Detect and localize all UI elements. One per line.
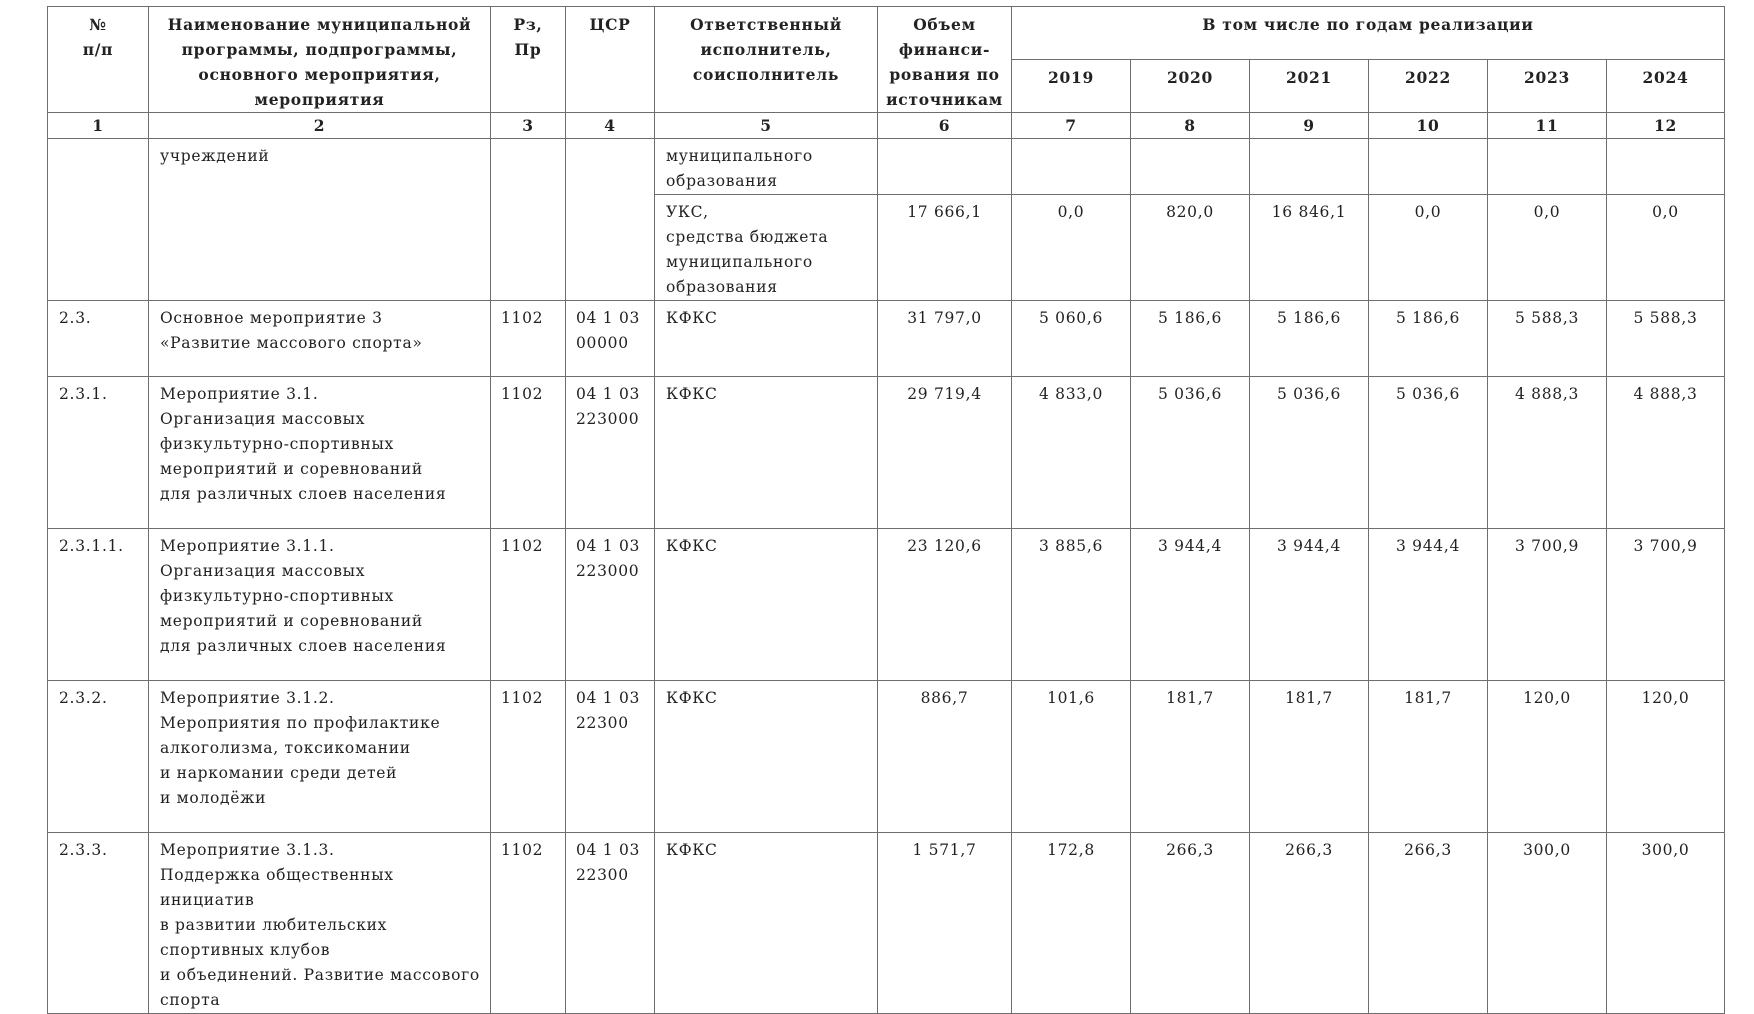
row-name: Мероприятие 3.1.2. Мероприятия по профилактике алкоголизма, токсикомании и наркомании среди детей и молодёжи [149,681,491,833]
column-number: 6 [878,113,1012,139]
row-executor: КФКС [655,301,878,377]
column-number: 5 [655,113,878,139]
column-number: 10 [1369,113,1488,139]
row-year-value [1488,139,1607,195]
row-csr: 04 1 03 223000 [566,529,655,681]
row-executor: КФКС [655,529,878,681]
row-rzpr: 1102 [491,833,566,1014]
row-year-value: 5 186,6 [1369,301,1488,377]
row-year-value: 181,7 [1131,681,1250,833]
row-name: Мероприятие 3.1. Организация массовых физкультурно-спортивных мероприятий и соревнований для различных слоев населения [149,377,491,529]
header-year: 2019 [1012,60,1131,113]
budget-table [47,6,1725,1014]
row-executor: муниципального образования [655,139,878,195]
column-number: 7 [1012,113,1131,139]
row-year-value [1250,139,1369,195]
column-number: 3 [491,113,566,139]
header-executor: Ответственный исполнитель, соисполнитель [655,7,878,113]
row-year-value: 3 700,9 [1488,529,1607,681]
row-number: 2.3.2. [48,681,149,833]
row-number: 2.3. [48,301,149,377]
row-year-value [1607,139,1725,195]
row-year-value: 172,8 [1012,833,1131,1014]
header-year: 2024 [1607,60,1725,113]
table-row [48,833,1725,1014]
row-executor: КФКС [655,377,878,529]
row-year-value [1012,139,1131,195]
row-year-value: 5 060,6 [1012,301,1131,377]
table-row [48,681,1725,833]
column-number: 11 [1488,113,1607,139]
row-year-value: 5 036,6 [1369,377,1488,529]
row-volume: 29 719,4 [878,377,1012,529]
row-year-value: 3 944,4 [1131,529,1250,681]
column-number: 8 [1131,113,1250,139]
row-number: 2.3.1. [48,377,149,529]
header-volume: Объем финанси- рования по источникам [878,7,1012,113]
row-year-value: 5 186,6 [1250,301,1369,377]
row-year-value: 3 944,4 [1369,529,1488,681]
row-year-value: 120,0 [1488,681,1607,833]
row-year-value [1131,139,1250,195]
row-year-value: 101,6 [1012,681,1131,833]
column-number: 12 [1607,113,1725,139]
header-rzpr: Рз, Пр [491,7,566,113]
row-year-value: 300,0 [1607,833,1725,1014]
header-num: № п/п [48,7,149,113]
header-year: 2021 [1250,60,1369,113]
row-csr: 04 1 03 223000 [566,377,655,529]
row-number [48,139,149,301]
row-year-value: 820,0 [1131,195,1250,301]
row-csr [566,139,655,301]
row-rzpr: 1102 [491,681,566,833]
row-name: Мероприятие 3.1.1. Организация массовых физкультурно-спортивных мероприятий и соревнований для различных слоев населения [149,529,491,681]
header-years-group: В том числе по годам реализации [1012,7,1725,60]
row-year-value: 300,0 [1488,833,1607,1014]
header-year: 2023 [1488,60,1607,113]
header-name: Наименование муниципальной программы, подпрограммы, основного мероприятия, мероприятия [149,7,491,113]
row-year-value: 0,0 [1607,195,1725,301]
column-number: 9 [1250,113,1369,139]
row-year-value: 266,3 [1131,833,1250,1014]
row-year-value: 3 885,6 [1012,529,1131,681]
row-volume [878,139,1012,195]
row-volume: 23 120,6 [878,529,1012,681]
row-rzpr: 1102 [491,377,566,529]
column-number: 1 [48,113,149,139]
header-year: 2020 [1131,60,1250,113]
row-year-value: 4 888,3 [1488,377,1607,529]
table-row [48,139,1725,195]
header-year: 2022 [1369,60,1488,113]
row-number: 2.3.1.1. [48,529,149,681]
row-year-value: 181,7 [1369,681,1488,833]
row-year-value: 181,7 [1250,681,1369,833]
row-name: учреждений [149,139,491,301]
column-number: 2 [149,113,491,139]
row-rzpr: 1102 [491,529,566,681]
row-year-value: 266,3 [1250,833,1369,1014]
header-csr: ЦСР [566,7,655,113]
row-volume: 31 797,0 [878,301,1012,377]
row-year-value: 0,0 [1369,195,1488,301]
row-volume: 886,7 [878,681,1012,833]
table-row [48,377,1725,529]
row-volume: 1 571,7 [878,833,1012,1014]
row-year-value: 5 036,6 [1250,377,1369,529]
table-row [48,529,1725,681]
row-year-value: 4 833,0 [1012,377,1131,529]
row-rzpr: 1102 [491,301,566,377]
row-rzpr [491,139,566,301]
table-row [48,301,1725,377]
row-year-value: 3 700,9 [1607,529,1725,681]
row-executor: КФКС [655,681,878,833]
row-year-value: 120,0 [1607,681,1725,833]
row-year-value: 16 846,1 [1250,195,1369,301]
row-csr: 04 1 03 00000 [566,301,655,377]
row-name: Мероприятие 3.1.3. Поддержка общественных инициатив в развитии любительских спортивных клубов и объединений. Развитие массового спорта [149,833,491,1014]
row-year-value: 4 888,3 [1607,377,1725,529]
row-year-value: 3 944,4 [1250,529,1369,681]
row-year-value: 0,0 [1012,195,1131,301]
row-executor: КФКС [655,833,878,1014]
row-csr: 04 1 03 22300 [566,833,655,1014]
row-executor: УКС, средства бюджета муниципального образования [655,195,878,301]
row-volume: 17 666,1 [878,195,1012,301]
row-year-value [1369,139,1488,195]
row-number: 2.3.3. [48,833,149,1014]
row-year-value: 5 588,3 [1488,301,1607,377]
row-year-value: 0,0 [1488,195,1607,301]
row-year-value: 5 036,6 [1131,377,1250,529]
column-number: 4 [566,113,655,139]
row-year-value: 5 588,3 [1607,301,1725,377]
row-csr: 04 1 03 22300 [566,681,655,833]
row-name: Основное мероприятие 3 «Развитие массового спорта» [149,301,491,377]
row-year-value: 266,3 [1369,833,1488,1014]
row-year-value: 5 186,6 [1131,301,1250,377]
